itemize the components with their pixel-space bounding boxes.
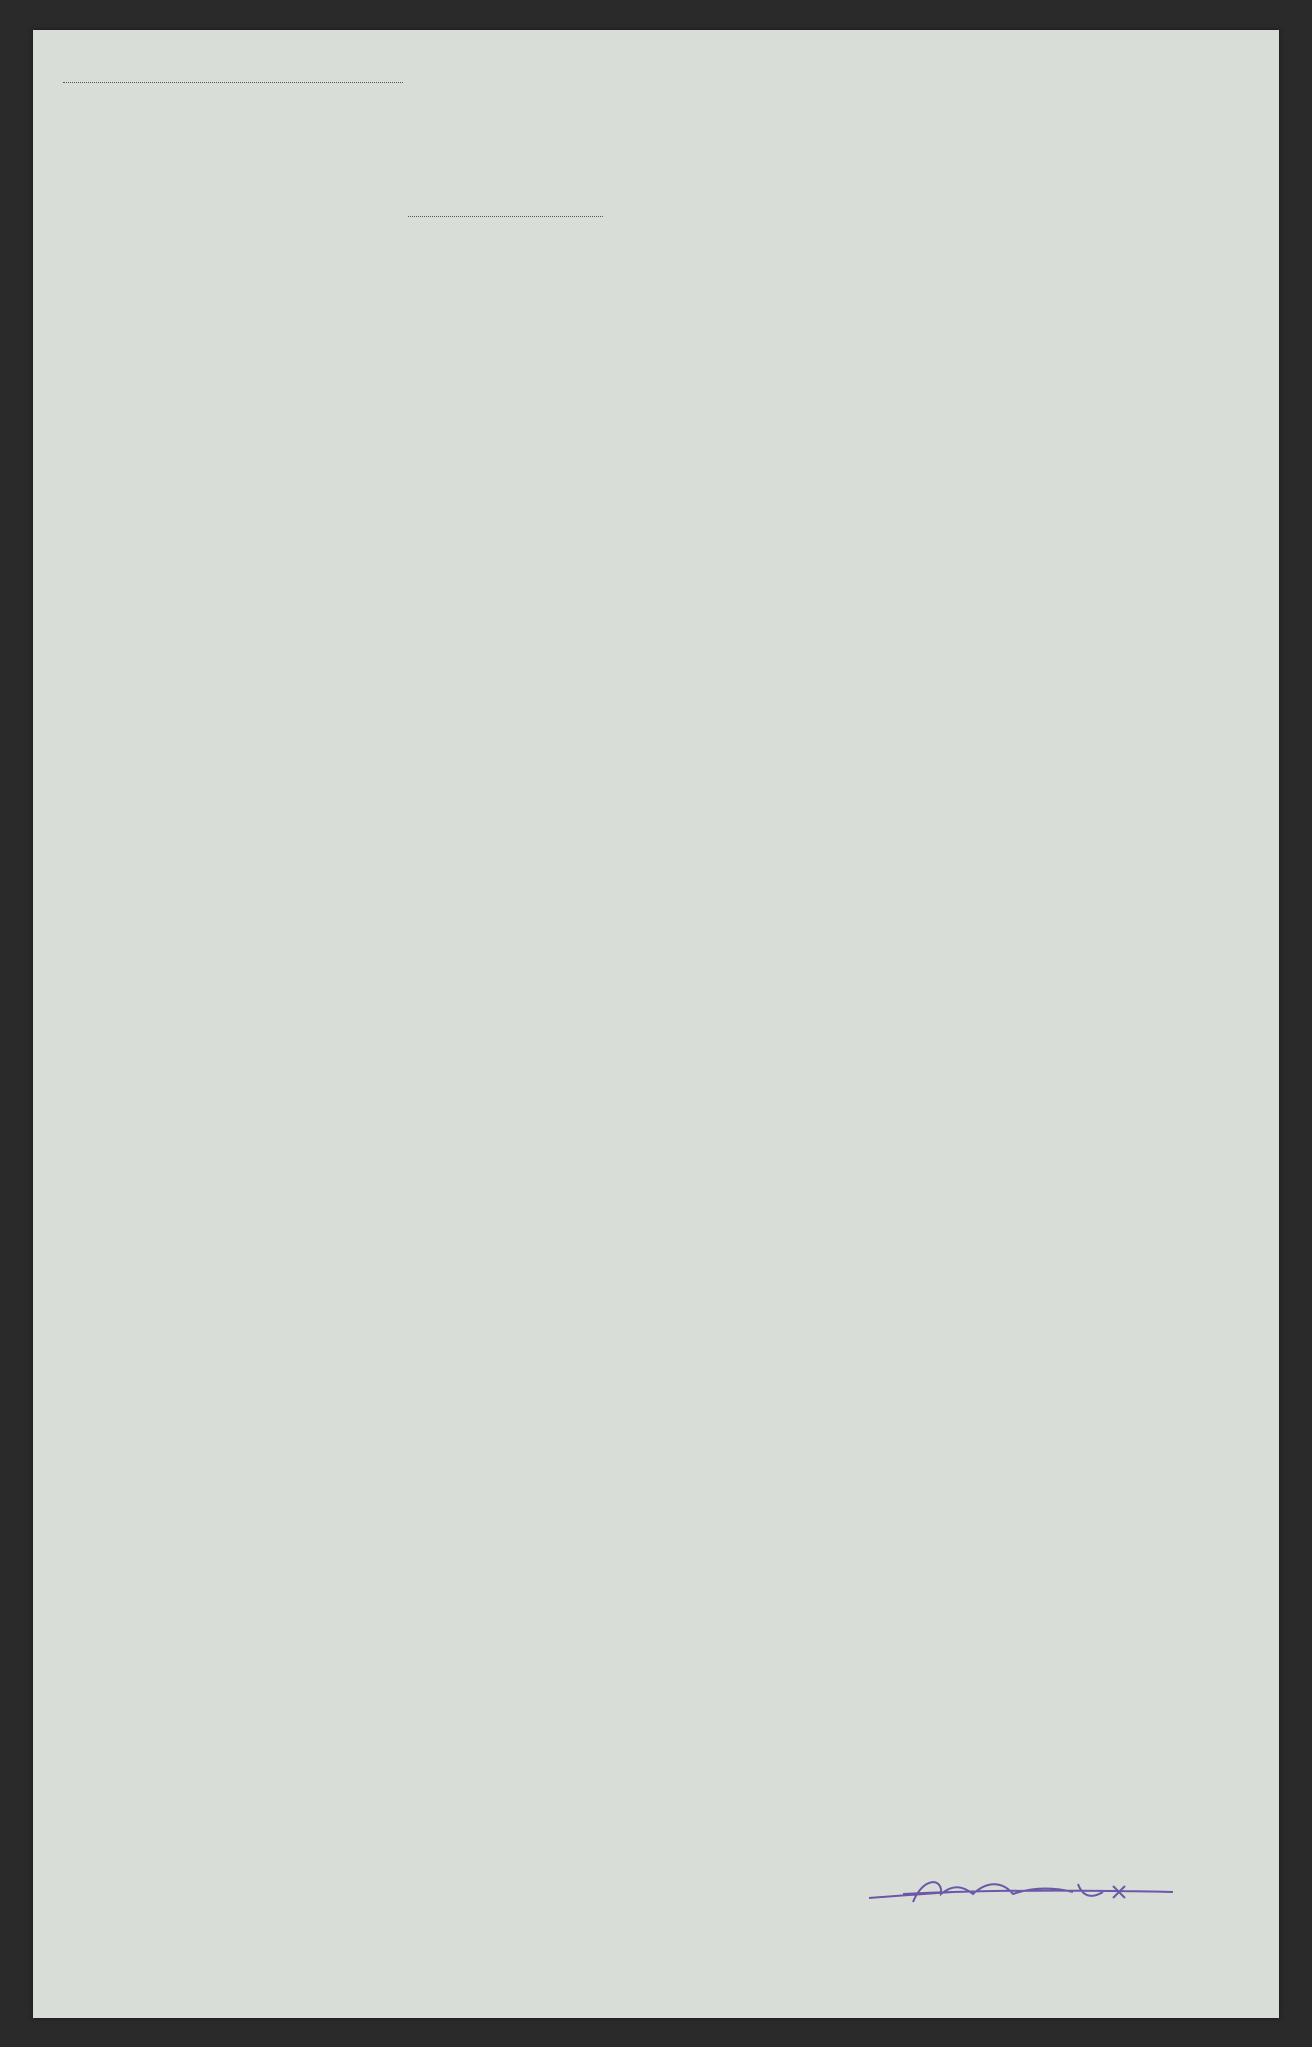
archive-footer [0, 2047, 1312, 2061]
part-d-table-grid [33, 30, 1279, 2018]
commander-signature [863, 1872, 1193, 1912]
form-page [33, 30, 1279, 2018]
